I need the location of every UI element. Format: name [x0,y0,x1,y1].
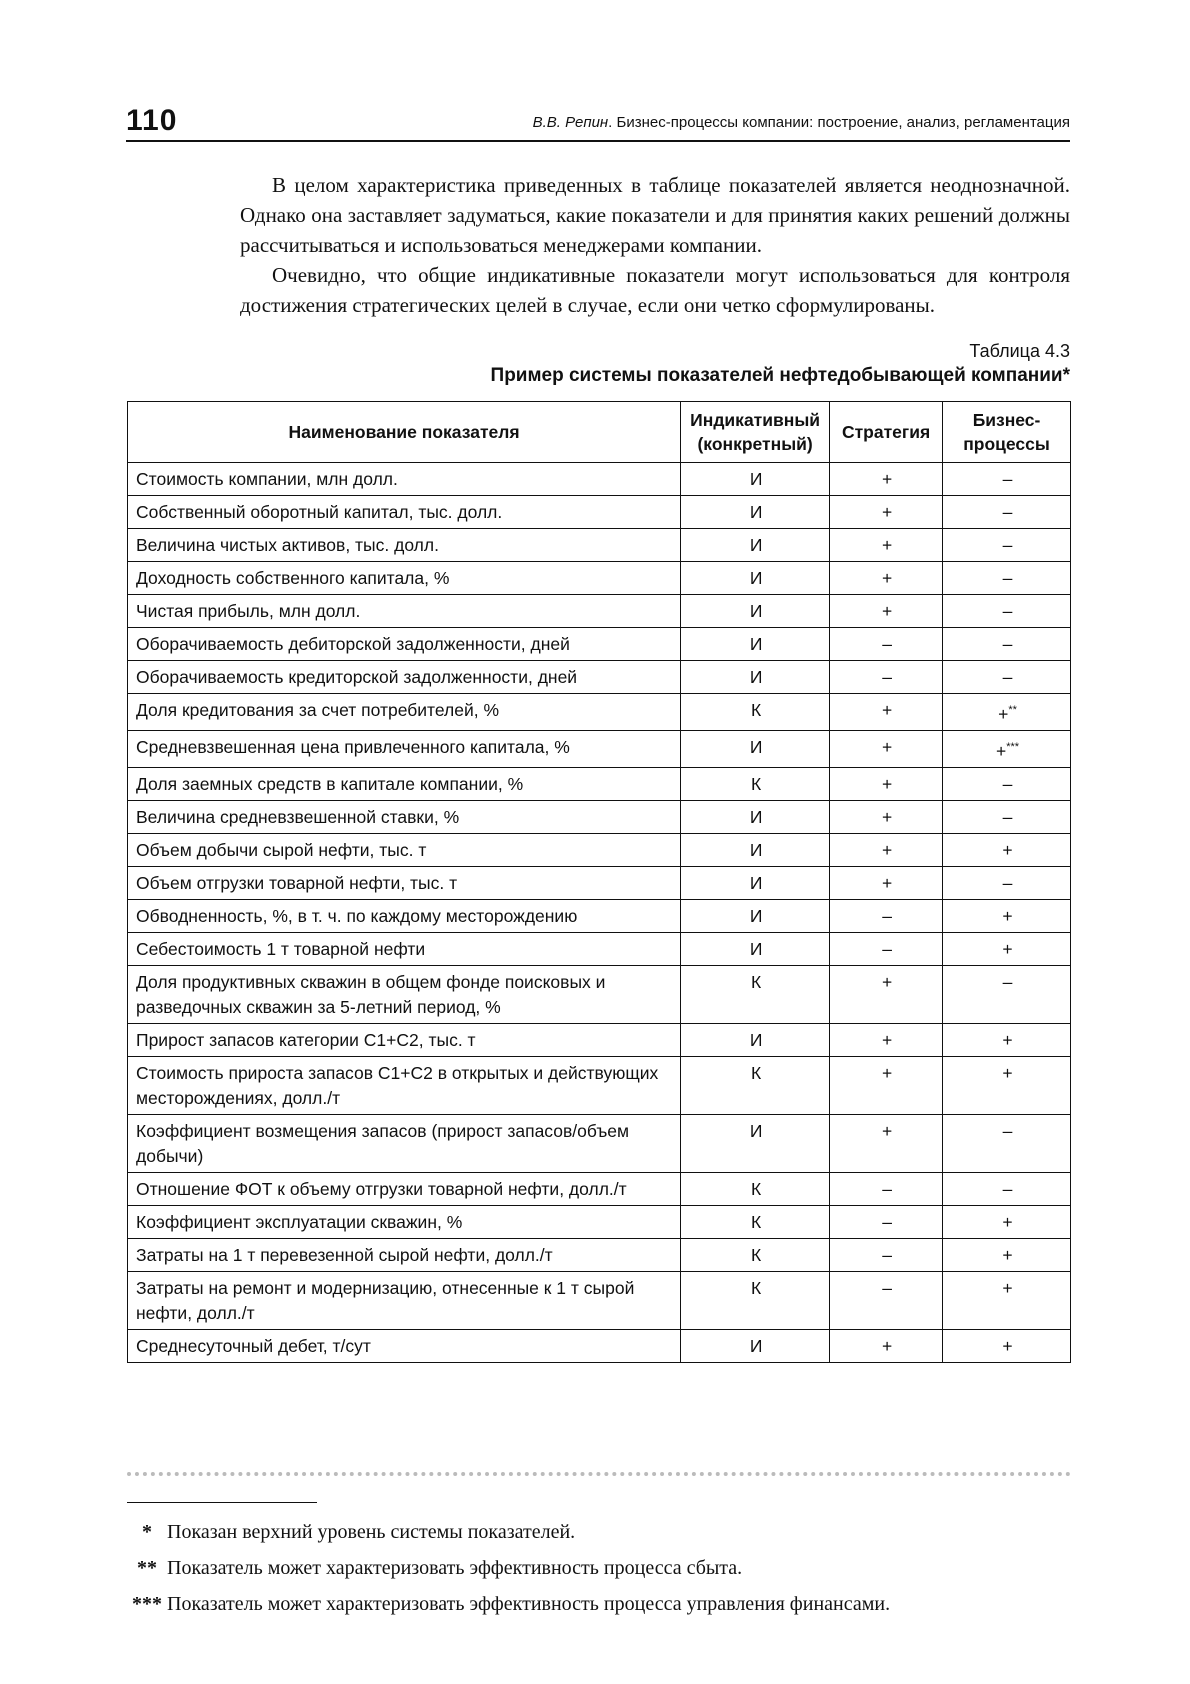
table-row [128,595,1071,628]
table-row [128,628,1071,661]
cell-strategy: + [830,694,943,731]
cell-strategy: + [830,463,943,496]
cell-name: Доля кредитования за счет потребителей, % [128,694,681,731]
cell-strategy: + [830,730,943,767]
cell-strategy: – [830,661,943,694]
cell-process: + [943,932,1071,965]
cell-type: И [681,833,830,866]
cell-process: – [943,767,1071,800]
cell-strategy: + [830,496,943,529]
table-row [128,965,1071,1023]
cell-process: – [943,529,1071,562]
cell-process: – [943,800,1071,833]
cell-strategy: + [830,965,943,1023]
footnote-text: Показатель может характеризовать эффективность процесса управления финансами. [167,1593,891,1615]
cell-type: И [681,562,830,595]
table-row [128,1056,1071,1114]
cell-name: Средневзвешенная цена привлеченного капитала, % [128,730,681,767]
footnote [127,1586,1071,1622]
cell-name: Собственный оборотный капитал, тыс. долл. [128,496,681,529]
footnote [127,1514,1071,1550]
footnote-text: Показан верхний уровень системы показателей. [167,1521,576,1543]
cell-name: Среднесуточный дебет, т/сут [128,1329,681,1362]
cell-type: И [681,463,830,496]
table-row [128,1205,1071,1238]
cell-type: К [681,1238,830,1271]
table-row [128,730,1071,767]
cell-type: И [681,595,830,628]
footnote [127,1550,1071,1586]
cell-name: Затраты на 1 т перевезенной сырой нефти, долл./т [128,1238,681,1271]
col-header-processes: Бизнес-процессы [943,402,1071,463]
cell-name: Себестоимость 1 т товарной нефти [128,932,681,965]
cell-process: – [943,628,1071,661]
cell-process: + [943,1329,1071,1362]
cell-process: + [943,899,1071,932]
cell-strategy: – [830,1205,943,1238]
cell-process: + [943,1238,1071,1271]
table-row [128,1023,1071,1056]
cell-type: И [681,800,830,833]
cell-strategy: + [830,833,943,866]
cell-type: К [681,1271,830,1329]
cell-strategy: – [830,1271,943,1329]
cell-strategy: – [830,628,943,661]
cell-strategy: + [830,1056,943,1114]
cell-type: И [681,899,830,932]
paragraph: Очевидно, что общие индикативные показатели могут использоваться для контроля достижения стратегических целей в случае, если они четко сформулированы. [240,263,1070,317]
cell-strategy: + [830,800,943,833]
cell-process: – [943,965,1071,1023]
col-header-name: Наименование показателя [128,402,681,463]
table-row [128,529,1071,562]
table-row [128,800,1071,833]
table-row [128,661,1071,694]
cell-type: К [681,1205,830,1238]
cell-strategy: + [830,1114,943,1172]
cell-process: – [943,562,1071,595]
table-row [128,694,1071,731]
cell-type: К [681,1056,830,1114]
cell-process: + [943,1056,1071,1114]
cell-name: Объем добычи сырой нефти, тыс. т [128,833,681,866]
cell-process: – [943,463,1071,496]
footnote-mark: *** [132,1593,162,1615]
table-header-row [128,402,1071,463]
cell-type: И [681,1023,830,1056]
cell-strategy: + [830,529,943,562]
cell-strategy: – [830,899,943,932]
cell-process: +** [943,694,1071,731]
cell-type: К [681,965,830,1023]
table-row [128,496,1071,529]
book-title: . Бизнес-процессы компании: построение, анализ, регламентация [608,114,1070,131]
table-row [128,562,1071,595]
col-header-indicative: Индикативный (конкретный) [681,402,830,463]
cell-strategy: + [830,562,943,595]
footnote-rule [127,1502,317,1503]
cell-strategy: – [830,1172,943,1205]
cell-name: Затраты на ремонт и модернизацию, отнесенные к 1 т сырой нефти, долл./т [128,1271,681,1329]
cell-type: К [681,1172,830,1205]
col-header-strategy: Стратегия [830,402,943,463]
cell-process: – [943,595,1071,628]
cell-type: К [681,694,830,731]
cell-type: И [681,1329,830,1362]
cell-name: Обводненность, %, в т. ч. по каждому месторождению [128,899,681,932]
footnote-text: Показатель может характеризовать эффективность процесса сбыта. [167,1557,743,1579]
table-row [128,1271,1071,1329]
cell-name: Объем отгрузки товарной нефти, тыс. т [128,866,681,899]
cell-process: + [943,1205,1071,1238]
cell-type: И [681,628,830,661]
table-label: Таблица 4.3 [969,341,1070,361]
cell-process: + [943,1271,1071,1329]
cell-name: Прирост запасов категории С1+С2, тыс. т [128,1023,681,1056]
table-row [128,767,1071,800]
running-header [126,104,1070,142]
cell-type: И [681,932,830,965]
page-number: 110 [126,104,178,137]
footnote-mark: * [142,1521,152,1543]
cell-type: И [681,529,830,562]
table-row [128,932,1071,965]
table-row [128,1238,1071,1271]
cell-process: – [943,1172,1071,1205]
table-body [128,463,1071,1363]
cell-type: И [681,730,830,767]
cell-process: – [943,866,1071,899]
cell-strategy: – [830,932,943,965]
cell-process: +*** [943,730,1071,767]
cell-name: Величина средневзвешенной ставки, % [128,800,681,833]
table-row [128,833,1071,866]
cell-name: Оборачиваемость дебиторской задолженности, дней [128,628,681,661]
cell-strategy: + [830,1329,943,1362]
cell-name: Коэффициент эксплуатации скважин, % [128,1205,681,1238]
cell-type: И [681,661,830,694]
cell-process: – [943,1114,1071,1172]
footnote-mark: ** [137,1557,157,1579]
body-text [240,170,1070,320]
cell-strategy: + [830,866,943,899]
cell-type: И [681,496,830,529]
table-row [128,1172,1071,1205]
cell-type: К [681,767,830,800]
cell-strategy: + [830,1023,943,1056]
cell-name: Отношение ФОТ к объему отгрузки товарной нефти, долл./т [128,1172,681,1205]
table-row [128,899,1071,932]
cell-strategy: + [830,767,943,800]
cell-name: Доля заемных средств в капитале компании, % [128,767,681,800]
footnotes [127,1514,1071,1622]
author: В.В. Репин [532,114,609,131]
table-row [128,1329,1071,1362]
table-title: Пример системы показателей нефтедобывающей компании* [490,365,1070,386]
cell-name: Оборачиваемость кредиторской задолженности, дней [128,661,681,694]
separator-rule [127,1472,1071,1476]
cell-name: Чистая прибыль, млн долл. [128,595,681,628]
cell-type: И [681,866,830,899]
cell-name: Доля продуктивных скважин в общем фонде поисковых и разведочных скважин за 5-летний период, % [128,965,681,1023]
cell-process: – [943,661,1071,694]
table-row [128,866,1071,899]
table-row [128,1114,1071,1172]
paragraph: В целом характеристика приведенных в таблице показателей является неоднозначной. Однако она заставляет задуматься, какие показатели и для принятия каких решений должны рассчитываться и использоваться менеджерами компании. [240,173,1070,257]
table-row [128,463,1071,496]
indicators-table [127,401,1071,1363]
cell-name: Стоимость компании, млн долл. [128,463,681,496]
cell-strategy: – [830,1238,943,1271]
cell-name: Коэффициент возмещения запасов (прирост запасов/объем добычи) [128,1114,681,1172]
cell-name: Стоимость прироста запасов С1+С2 в открытых и действующих месторождениях, долл./т [128,1056,681,1114]
cell-process: – [943,496,1071,529]
cell-name: Доходность собственного капитала, % [128,562,681,595]
cell-strategy: + [830,595,943,628]
cell-process: + [943,1023,1071,1056]
running-title [533,114,1070,131]
cell-name: Величина чистых активов, тыс. долл. [128,529,681,562]
cell-process: + [943,833,1071,866]
cell-type: И [681,1114,830,1172]
